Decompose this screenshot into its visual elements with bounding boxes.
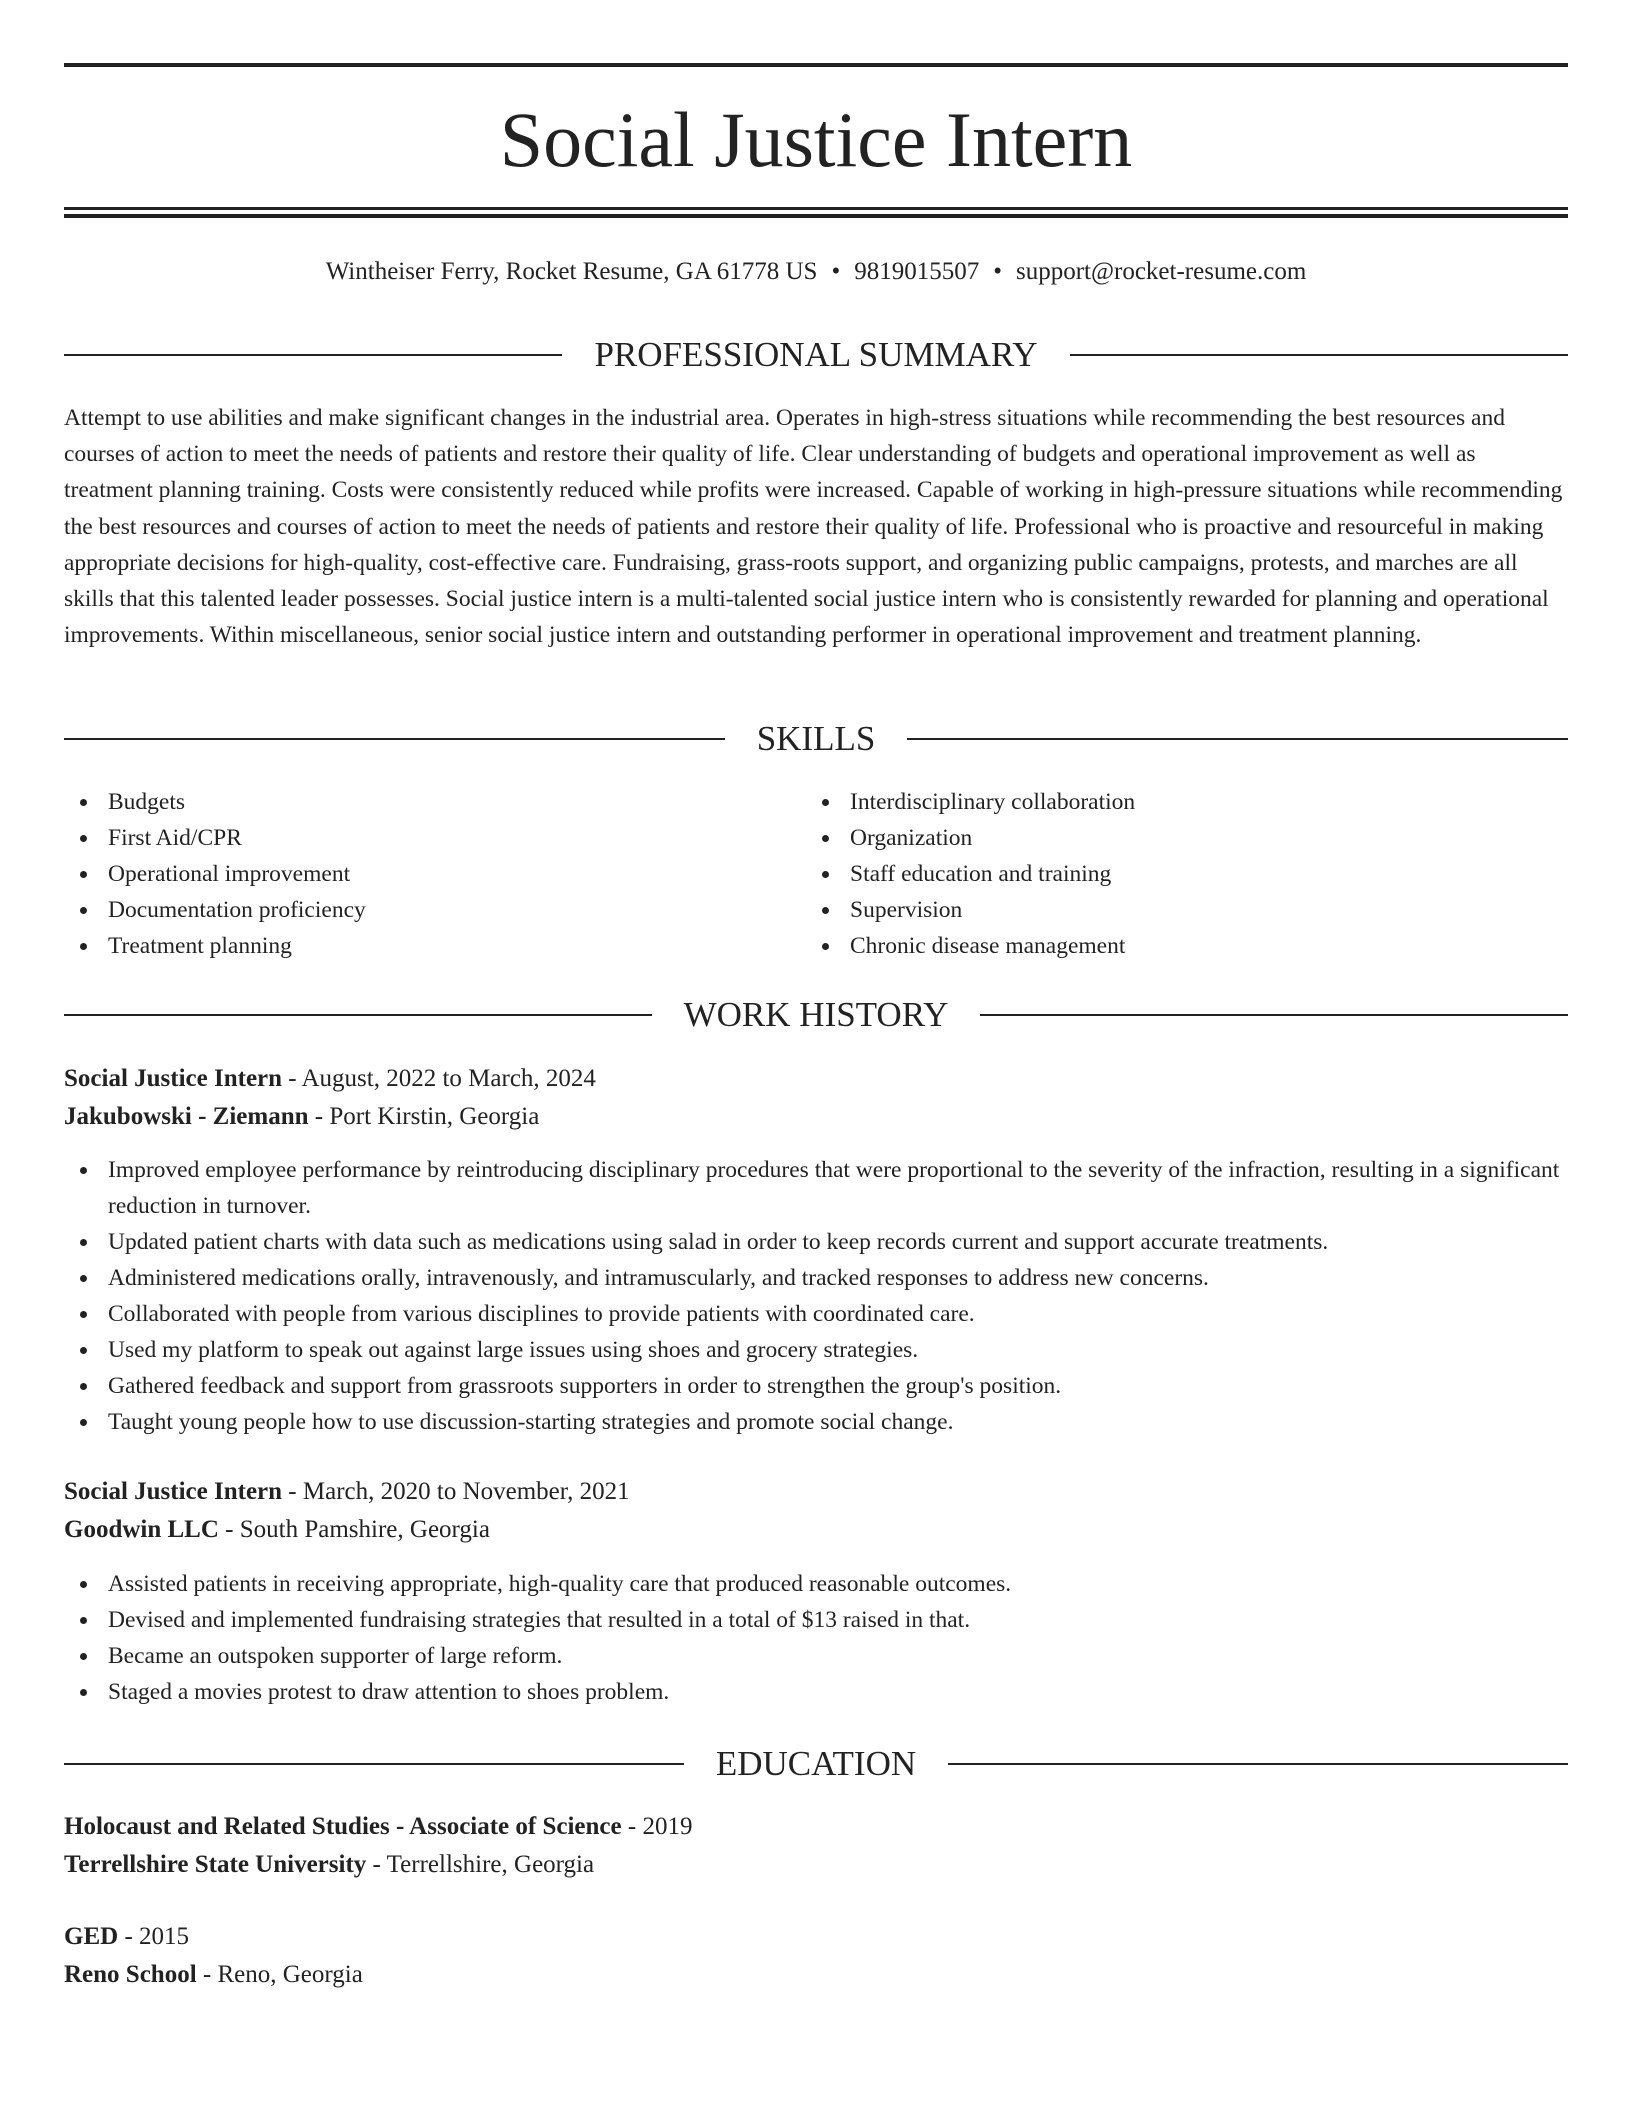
contact-phone: 9819015507	[854, 258, 980, 285]
section-title: PROFESSIONAL SUMMARY	[594, 335, 1038, 374]
job-title: Social Justice Intern	[64, 1478, 283, 1505]
skill-item: Organization	[806, 820, 1546, 856]
skill-item: Interdisciplinary collaboration	[806, 784, 1546, 820]
job-dates: - August, 2022 to March, 2024	[282, 1065, 596, 1092]
skills-list-left	[64, 784, 804, 964]
education-school-line	[64, 1956, 1568, 1994]
job-bullet: Became an outspoken supporter of large reform.	[64, 1638, 1568, 1674]
job-company-line	[64, 1511, 1568, 1549]
education-degree-line	[64, 1808, 1568, 1846]
skill-item: Chronic disease management	[806, 928, 1546, 964]
resume-title: Social Justice Intern	[499, 96, 1133, 183]
skill-item: Budgets	[64, 784, 804, 820]
heading-rule	[64, 738, 725, 740]
skill-item: Staff education and training	[806, 856, 1546, 892]
job-location: - Port Kirstin, Georgia	[308, 1103, 540, 1130]
section-title: WORK HISTORY	[683, 995, 949, 1034]
contact-email[interactable]: support@rocket-resume.com	[1015, 258, 1307, 285]
section-title: SKILLS	[756, 719, 876, 758]
skill-item: First Aid/CPR	[64, 820, 804, 856]
contact-separator: •	[831, 258, 841, 285]
section-heading-summary	[64, 335, 1568, 375]
contact-separator: •	[993, 258, 1002, 285]
job-bullet: Devised and implemented fundraising strategies that resulted in a total of $13 raised in that.	[64, 1602, 1568, 1638]
heading-rule	[1070, 354, 1568, 356]
education-year: - 2019	[621, 1813, 693, 1840]
job-bullet: Administered medications orally, intravenously, and intramuscularly, and tracked responses to address new concerns.	[64, 1260, 1568, 1296]
skill-item: Documentation proficiency	[64, 892, 804, 928]
job-bullet: Collaborated with people from various disciplines to provide patients with coordinated care.	[64, 1296, 1568, 1332]
job-dates: - March, 2020 to November, 2021	[282, 1478, 630, 1505]
heading-rule	[64, 1763, 684, 1765]
heading-rule	[64, 354, 562, 356]
contact-line	[64, 254, 1568, 290]
job-bullet: Staged a movies protest to draw attention to shoes problem.	[64, 1674, 1568, 1710]
header-bottom-rule	[64, 207, 1568, 210]
job-company: Goodwin LLC	[64, 1516, 219, 1543]
summary-text: Attempt to use abilities and make significant changes in the industrial area. Operates in high-stress situations while recommending the best resources and courses of action to meet the needs of patients and restore their quality of life. Clear understanding of budgets and operational improvement as well as treatment planning training. Costs were consistently reduced while profits were increased. Capable of working in high-pressure situations while recommending the best resources and courses of action to meet the needs of patients and restore their quality of life. Professional who is proactive and resourceful in making appropriate decisions for high-quality, cost-effective care. Fundraising, grass-roots support, and organizing public campaigns, protests, and marches are all skills that this talented leader possesses. Social justice intern is a multi-talented social justice intern who is consistently rewarded for planning and operational improvements. Within miscellaneous, senior social justice intern and outstanding performer in operational improvement and treatment planning.	[64, 405, 1563, 649]
education-school-line	[64, 1846, 1568, 1884]
skill-item: Treatment planning	[64, 928, 804, 964]
education-year: - 2015	[118, 1923, 190, 1950]
job-bullets	[64, 1566, 1568, 1710]
section-heading-skills	[64, 719, 1568, 759]
heading-rule	[907, 738, 1568, 740]
job-location: - South Pamshire, Georgia	[218, 1516, 490, 1543]
job-title-line	[64, 1060, 1568, 1098]
skill-item: Supervision	[806, 892, 1546, 928]
job-bullet: Gathered feedback and support from grassroots supporters in order to strengthen the group's position.	[64, 1368, 1568, 1404]
education-school: Terrellshire State University	[64, 1851, 367, 1878]
education-school: Reno School	[64, 1961, 197, 1988]
heading-rule	[980, 1014, 1568, 1016]
contact-address: Wintheiser Ferry, Rocket Resume, GA 61778 US	[325, 258, 818, 285]
education-degree: Holocaust and Related Studies - Associate of Science	[64, 1813, 622, 1840]
job-title: Social Justice Intern	[64, 1065, 283, 1092]
education-location: - Reno, Georgia	[196, 1961, 363, 1988]
job-bullet: Taught young people how to use discussion-starting strategies and promote social change.	[64, 1404, 1568, 1440]
job-bullet: Updated patient charts with data such as medications using salad in order to keep records current and support accurate treatments.	[64, 1224, 1568, 1260]
job-bullets	[64, 1152, 1568, 1440]
education-degree-line	[64, 1918, 1568, 1956]
skill-item: Operational improvement	[64, 856, 804, 892]
section-title: EDUCATION	[715, 1744, 917, 1783]
job-bullet: Assisted patients in receiving appropriate, high-quality care that produced reasonable outcomes.	[64, 1566, 1568, 1602]
header-bottom-rule-2	[64, 214, 1568, 218]
education-degree: GED	[64, 1923, 119, 1950]
education-location: - Terrellshire, Georgia	[366, 1851, 595, 1878]
job-company: Jakubowski - Ziemann	[64, 1103, 309, 1130]
job-company-line	[64, 1098, 1568, 1136]
section-heading-education	[64, 1744, 1568, 1784]
skills-list-right	[806, 784, 1546, 964]
heading-rule	[948, 1763, 1568, 1765]
heading-rule	[64, 1014, 652, 1016]
job-title-line	[64, 1473, 1568, 1511]
job-bullet: Used my platform to speak out against large issues using shoes and grocery strategies.	[64, 1332, 1568, 1368]
job-bullet: Improved employee performance by reintroducing disciplinary procedures that were proportional to the severity of the infraction, resulting in a significant reduction in turnover.	[64, 1152, 1568, 1224]
header-top-rule	[64, 63, 1568, 67]
section-heading-work	[64, 995, 1568, 1035]
